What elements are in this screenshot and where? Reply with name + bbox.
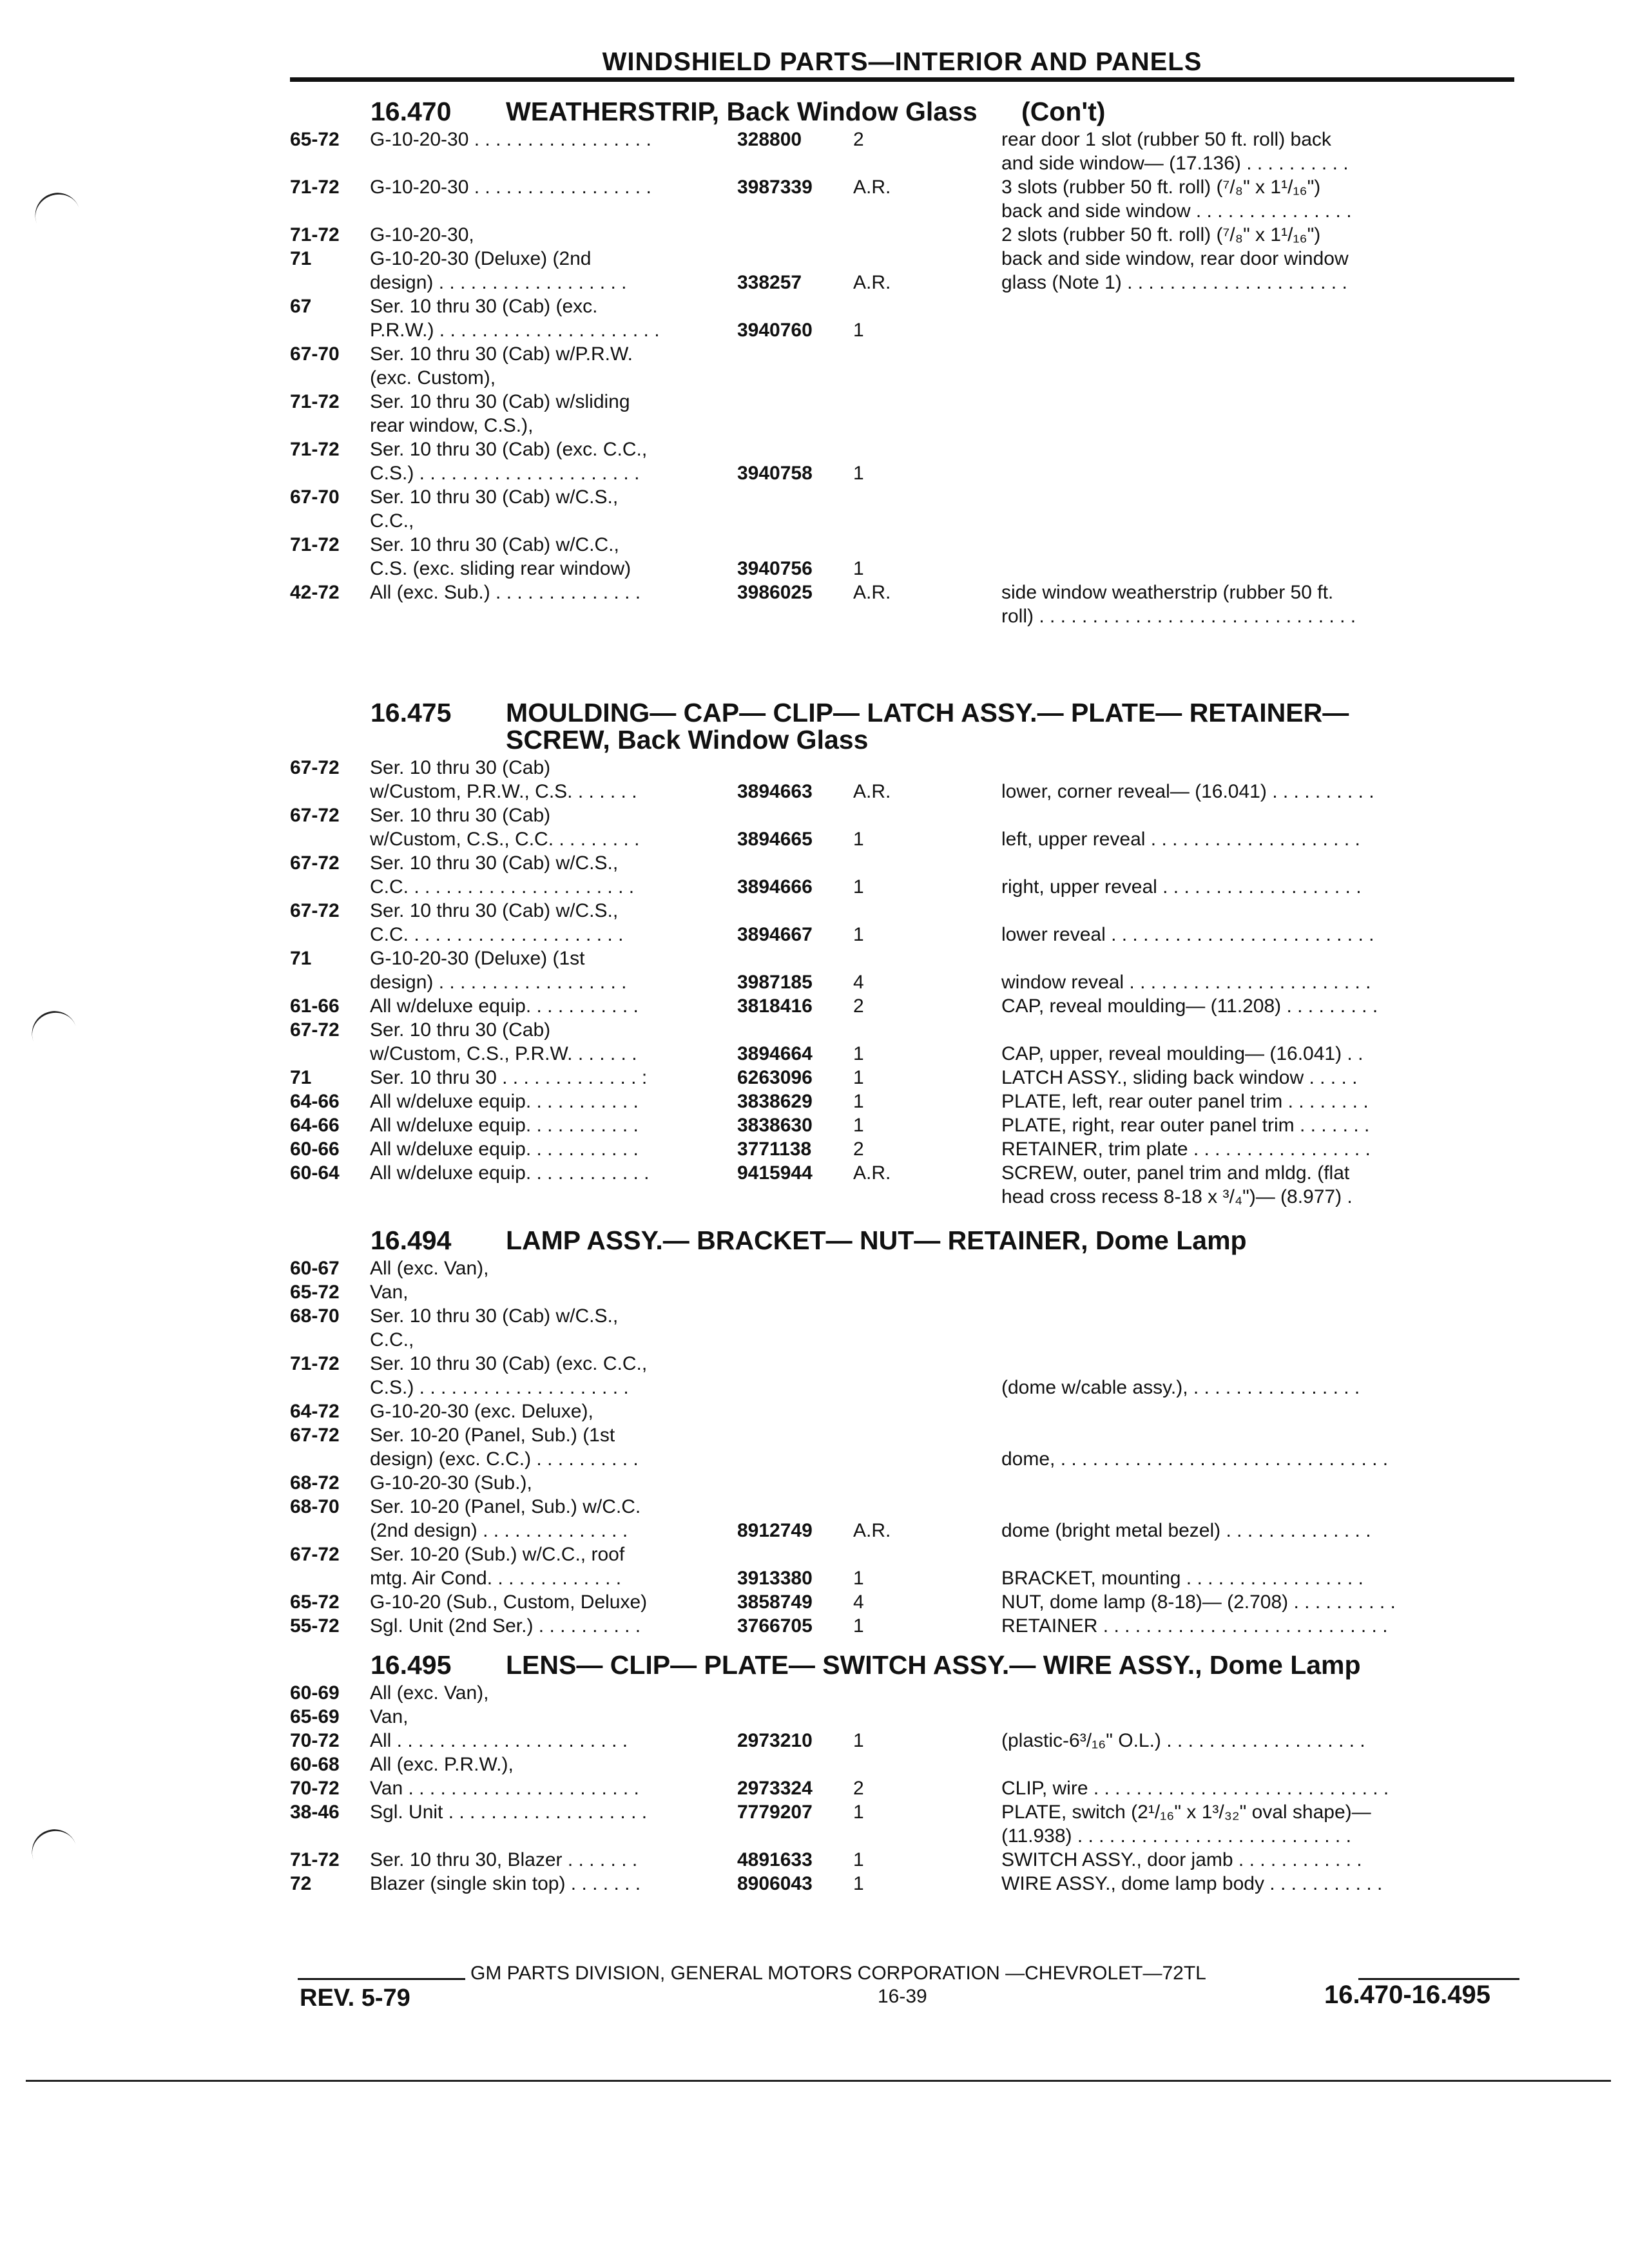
parts-row: [290, 223, 1514, 294]
quantity: A.R.: [853, 1520, 891, 1541]
parts-row: [290, 1399, 1514, 1471]
part-number: 3987339: [737, 177, 813, 198]
quantity: 2: [853, 995, 864, 1017]
footer-section-range: 16.470-16.495: [1324, 1981, 1491, 2009]
model-years: 38-46: [290, 1802, 340, 1823]
model-years: 71: [290, 948, 312, 969]
application: All (exc. P.R.W.), Van . . . . . . . . . . . . . . . . . . . . . .: [370, 1754, 639, 1799]
quantity: 1: [853, 829, 864, 850]
parts-row: [290, 581, 1514, 628]
quantity: 1: [853, 1043, 864, 1064]
model-years: 71-72: [290, 1849, 340, 1870]
section-title: LAMP ASSY.— BRACKET— NUT— RETAINER, Dome Lamp: [506, 1225, 1247, 1255]
application: Ser. 10 thru 30, Blazer . . . . . . .: [370, 1849, 638, 1870]
section-number: 16.470: [371, 97, 452, 126]
footer-division: GM PARTS DIVISION, GENERAL MOTORS CORPORATION —CHEVROLET—72TL: [470, 1963, 1206, 1984]
parts-row: [290, 756, 1514, 803]
description: window reveal . . . . . . . . . . . . . . . . . . . . . . .: [1001, 972, 1371, 993]
parts-row: [290, 128, 1514, 175]
description: dome (bright metal bezel) . . . . . . . . . . . . . .: [1001, 1520, 1371, 1541]
model-years: 67-72: [290, 757, 340, 778]
application: G-10-20-30 (exc. Deluxe), Ser. 10-20 (Panel, Sub.) (1st design) (exc. C.C.) . . . . . . . . . .: [370, 1401, 639, 1470]
application: Sgl. Unit . . . . . . . . . . . . . . . . . . .: [370, 1802, 648, 1823]
model-years: 60-64: [290, 1162, 340, 1184]
part-number: 3894665: [737, 829, 813, 850]
model-years: 67-72: [290, 805, 340, 826]
quantity: 1: [853, 320, 864, 341]
part-number: 3838629: [737, 1091, 813, 1112]
part-number: 8906043: [737, 1873, 813, 1894]
model-years: 65-72: [290, 1591, 340, 1613]
quantity: [853, 1256, 1001, 1376]
model-years: 67-72: [290, 852, 340, 874]
parts-row: [290, 1872, 1514, 1896]
application: G-10-20-30 . . . . . . . . . . . . . . . . .: [370, 177, 651, 198]
application: Ser. 10 thru 30 (Cab) w/C.S., C.C., Ser. 10 thru 30 (Cab) w/C.C., C.S. (exc. sliding rear window): [370, 486, 631, 579]
parts-row: [290, 1113, 1514, 1137]
parts-row: [290, 1471, 1514, 1542]
application: Blazer (single skin top) . . . . . . .: [370, 1873, 641, 1894]
part-number: 9415944: [737, 1162, 813, 1184]
parts-row: [290, 1542, 1514, 1590]
description: (dome w/cable assy.), . . . . . . . . . . . . . . . .: [1001, 1377, 1360, 1398]
application: Ser. 10 thru 30 (Cab) w/C.S., C.C. . . . . . . . . . . . . . . . . . . . .: [370, 900, 624, 945]
description: NUT, dome lamp (8-18)— (2.708) . . . . . . . . . .: [1001, 1591, 1396, 1613]
parts-row: [290, 1161, 1514, 1209]
parts-row: [290, 1681, 1514, 1753]
application: All (exc. Van), Van, All . . . . . . . . . . . . . . . . . . . . . .: [370, 1682, 628, 1751]
parts-row: [290, 803, 1514, 851]
quantity: 2: [853, 1139, 864, 1160]
section-heading: [290, 1227, 1514, 1254]
parts-row: [290, 294, 1514, 342]
model-years: 67-72: [290, 900, 340, 921]
parts-row: [290, 1090, 1514, 1113]
part-number: 3987185: [737, 972, 813, 993]
section-heading: [290, 1651, 1514, 1678]
header-rule: [290, 77, 1514, 82]
description: LATCH ASSY., sliding back window . . . . .: [1001, 1067, 1358, 1088]
model-years: 55-72: [290, 1615, 340, 1637]
application: Ser. 10 thru 30 (Cab) (exc. P.R.W.) . . . . . . . . . . . . . . . . . . . . .: [370, 296, 660, 341]
quantity: 2: [853, 129, 864, 150]
scan-edge-line: [26, 2080, 1611, 2082]
description: SWITCH ASSY., door jamb . . . . . . . . . . . .: [1001, 1849, 1362, 1870]
section-number: 16.494: [371, 1225, 452, 1255]
description: left, upper reveal . . . . . . . . . . . . . . . . . . . .: [1001, 829, 1360, 850]
quantity: A.R.: [853, 582, 891, 603]
footer-rule-left: [298, 1978, 465, 1980]
model-years: 42-72: [290, 582, 340, 603]
quantity: 1: [853, 558, 864, 579]
section-title: MOULDING— CAP— CLIP— LATCH ASSY.— PLATE— RETAINER—: [506, 698, 1349, 727]
description: 2 slots (rubber 50 ft. roll) (⁷/₈" x 1¹/₁₆") back and side window, rear door window glass (Note 1) . . . . . . . . . . . . . . . . . . . . .: [1001, 224, 1349, 293]
part-number: 338257: [737, 272, 802, 293]
description: right, upper reveal . . . . . . . . . . . . . . . . . . .: [1001, 876, 1362, 898]
part-number: [737, 1399, 853, 1447]
part-number: 7779207: [737, 1802, 813, 1823]
model-years: 60-67 65-72 68-70 71-72: [290, 1258, 340, 1374]
description: RETAINER, trim plate . . . . . . . . . . . . . . . . .: [1001, 1139, 1371, 1160]
part-number: 3894663: [737, 781, 813, 802]
section-heading: [290, 98, 1514, 125]
section-16-494: [290, 1227, 1514, 1638]
parts-row: [290, 1066, 1514, 1090]
description: lower, corner reveal— (16.041) . . . . . . . . . .: [1001, 781, 1374, 802]
parts-row: [290, 1256, 1514, 1399]
description: WIRE ASSY., dome lamp body . . . . . . . . . . .: [1001, 1873, 1383, 1894]
model-years: 65-72: [290, 129, 340, 150]
part-number: 3940758: [737, 463, 813, 484]
model-years: 64-72 67-72: [290, 1401, 340, 1446]
description: side window weatherstrip (rubber 50 ft. roll) . . . . . . . . . . . . . . . . . . . . . . . . . . . . . .: [1001, 582, 1356, 627]
part-number: 3771138: [737, 1139, 812, 1160]
part-number: 2973324: [737, 1778, 813, 1799]
model-years: 67-70 71-72: [290, 486, 340, 555]
model-years: 64-66: [290, 1115, 340, 1136]
part-number: 6263096: [737, 1067, 813, 1088]
application: Ser. 10 thru 30 (Cab) w/C.S., C.C. . . . . . . . . . . . . . . . . . . . . .: [370, 852, 635, 898]
binder-hole-mark: [26, 1004, 77, 1046]
quantity: 1: [853, 1849, 864, 1870]
model-years: 71: [290, 1067, 312, 1088]
parts-row: [290, 994, 1514, 1018]
parts-list: [290, 128, 1514, 628]
part-number: 3940756: [737, 558, 813, 579]
quantity: 1: [853, 463, 864, 484]
quantity: 1: [853, 1091, 864, 1112]
quantity: 1: [853, 924, 864, 945]
parts-list: [290, 1681, 1514, 1896]
section-16-470: [290, 98, 1514, 628]
parts-row: [290, 1753, 1514, 1800]
part-number: 3818416: [737, 995, 813, 1017]
parts-row: [290, 1137, 1514, 1161]
description: 3 slots (rubber 50 ft. roll) (⁷/₈" x 1¹/₁₆") back and side window . . . . . . . . . . . . . . .: [1001, 177, 1352, 222]
quantity: 4: [853, 972, 864, 993]
application: Sgl. Unit (2nd Ser.) . . . . . . . . . .: [370, 1615, 641, 1637]
section-number: 16.495: [371, 1650, 452, 1680]
parts-row: [290, 1018, 1514, 1066]
binder-hole-mark: [26, 1823, 77, 1864]
section-16-475: [290, 699, 1514, 1209]
quantity: 2: [853, 1778, 864, 1799]
model-years: 60-69 65-69 70-72: [290, 1682, 340, 1751]
description: RETAINER . . . . . . . . . . . . . . . . . . . . . . . . . . .: [1001, 1615, 1388, 1637]
parts-row: [290, 1800, 1514, 1848]
application: All w/deluxe equip. . . . . . . . . . .: [370, 995, 639, 1017]
section-number: 16.475: [371, 698, 452, 727]
description: PLATE, right, rear outer panel trim . . . . . . .: [1001, 1115, 1370, 1136]
parts-row: [290, 1848, 1514, 1872]
application: Ser. 10 thru 30 . . . . . . . . . . . . . :: [370, 1067, 648, 1088]
description: lower reveal . . . . . . . . . . . . . . . . . . . . . . . . .: [1001, 924, 1374, 945]
part-number: 2973210: [737, 1730, 813, 1751]
quantity: A.R.: [853, 177, 891, 198]
parts-list: [290, 1256, 1514, 1638]
model-years: 67: [290, 296, 312, 317]
parts-row: [290, 899, 1514, 947]
quantity: A.R.: [853, 1162, 891, 1184]
model-years: 60-68 70-72: [290, 1754, 340, 1799]
model-years: 64-66: [290, 1091, 340, 1112]
description: PLATE, left, rear outer panel trim . . . . . . . .: [1001, 1091, 1369, 1112]
application: All (exc. Sub.) . . . . . . . . . . . . . .: [370, 582, 641, 603]
application: G-10-20-30, G-10-20-30 (Deluxe) (2nd design) . . . . . . . . . . . . . . . . . .: [370, 224, 627, 293]
application: All (exc. Van), Van, Ser. 10 thru 30 (Cab) w/C.S., C.C., Ser. 10 thru 30 (Cab) (exc. C.C., C.S.) . . . . . . . . . . . . . . . . . . . .: [370, 1258, 648, 1398]
quantity: A.R.: [853, 781, 891, 802]
description: (plastic-6³/₁₆" O.L.) . . . . . . . . . . . . . . . . . . .: [1001, 1730, 1365, 1751]
part-number: 3894667: [737, 924, 813, 945]
binder-hole-mark: [29, 186, 81, 227]
page-header-title: WINDSHIELD PARTS—INTERIOR AND PANELS: [602, 48, 1202, 76]
quantity: 1: [853, 1615, 864, 1637]
application: G-10-20-30 . . . . . . . . . . . . . . . . .: [370, 129, 651, 150]
model-years: 72: [290, 1873, 312, 1894]
model-years: 67-72: [290, 1544, 340, 1565]
section-heading: [290, 699, 1514, 753]
description: CAP, reveal moulding— (11.208) . . . . . . . . .: [1001, 995, 1378, 1017]
parts-row: [290, 1590, 1514, 1614]
application: Ser. 10 thru 30 (Cab) w/Custom, C.S., C.C. . . . . . . . .: [370, 805, 640, 850]
section-16-495: [290, 1651, 1514, 1896]
application: All w/deluxe equip. . . . . . . . . . .: [370, 1091, 639, 1112]
application: G-10-20-30 (Deluxe) (1st design) . . . . . . . . . . . . . . . . . .: [370, 948, 627, 993]
description: SCREW, outer, panel trim and mldg. (flat head cross recess 8-18 x ³/₄")— (8.977) .: [1001, 1162, 1353, 1207]
quantity: 1: [853, 1115, 864, 1136]
part-number: 3894666: [737, 876, 813, 898]
footer-revision: REV. 5-79: [300, 1984, 410, 2012]
part-number: 8912749: [737, 1520, 813, 1541]
quantity: 1: [853, 1873, 864, 1894]
description: CLIP, wire . . . . . . . . . . . . . . . . . . . . . . . . . . . .: [1001, 1778, 1389, 1799]
quantity: 1: [853, 1568, 864, 1589]
model-years: 68-72 68-70: [290, 1472, 340, 1517]
model-years: 71-72: [290, 177, 340, 198]
parts-row: [290, 947, 1514, 994]
application: G-10-20 (Sub., Custom, Deluxe): [370, 1591, 648, 1613]
quantity: 1: [853, 876, 864, 898]
description: PLATE, switch (2¹/₁₆" x 1³/₃₂" oval shape)— (11.938) . . . . . . . . . . . . . . . . . . . . . . . . . .: [1001, 1802, 1371, 1847]
quantity: 4: [853, 1591, 864, 1613]
quantity: 1: [853, 1730, 864, 1751]
footer-rule-right: [1358, 1978, 1519, 1980]
parts-row: [290, 485, 1514, 581]
application: All w/deluxe equip. . . . . . . . . . .: [370, 1115, 639, 1136]
application: All w/deluxe equip. . . . . . . . . . .: [370, 1139, 639, 1160]
parts-row: [290, 1614, 1514, 1638]
parts-row: [290, 175, 1514, 223]
part-number: [737, 1256, 853, 1376]
section-subtitle: SCREW, Back Window Glass: [506, 725, 869, 754]
part-number: 3894664: [737, 1043, 813, 1064]
quantity: A.R.: [853, 272, 891, 293]
quantity: [853, 1399, 1001, 1447]
part-number: 3913380: [737, 1568, 813, 1589]
application: Ser. 10-20 (Sub.) w/C.C., roof mtg. Air Cond. . . . . . . . . . . . .: [370, 1544, 625, 1589]
application: Ser. 10 thru 30 (Cab) w/Custom, C.S., P.R.W. . . . . . .: [370, 1019, 637, 1064]
description: CAP, upper, reveal moulding— (16.041) . .: [1001, 1043, 1364, 1064]
model-years: 67-72: [290, 1019, 340, 1041]
description: dome, . . . . . . . . . . . . . . . . . . . . . . . . . . . . . . .: [1001, 1448, 1389, 1470]
part-number: 3838630: [737, 1115, 813, 1136]
footer-page-number: 16-39: [878, 1986, 927, 2007]
part-number: 3858749: [737, 1591, 813, 1613]
model-years: 71-72 71: [290, 224, 340, 269]
model-years: 60-66: [290, 1139, 340, 1160]
application: Ser. 10 thru 30 (Cab) w/Custom, P.R.W., C.S. . . . . . .: [370, 757, 637, 802]
part-number: 3766705: [737, 1615, 813, 1637]
part-number: 3940760: [737, 320, 813, 341]
application: Ser. 10 thru 30 (Cab) w/P.R.W. (exc. Custom), Ser. 10 thru 30 (Cab) w/sliding rear window, C.S.), Ser. 10 thru 30 (Cab) (exc. C.C., C.S.) . . . . . . . . . . . . . . . . . . . . .: [370, 343, 648, 484]
parts-list: [290, 756, 1514, 1209]
quantity: 1: [853, 1802, 864, 1823]
application: G-10-20-30 (Sub.), Ser. 10-20 (Panel, Sub.) w/C.C. (2nd design) . . . . . . . . . . . . . .: [370, 1472, 641, 1541]
model-years: 61-66: [290, 995, 340, 1017]
parts-row: [290, 342, 1514, 485]
description: BRACKET, mounting . . . . . . . . . . . . . . . . .: [1001, 1568, 1364, 1589]
model-years: 67-70 71-72 71-72: [290, 343, 340, 460]
part-number: 3986025: [737, 582, 813, 603]
part-number: 328800: [737, 129, 802, 150]
quantity: 1: [853, 1067, 864, 1088]
application: All w/deluxe equip. . . . . . . . . . . .: [370, 1162, 650, 1184]
parts-row: [290, 851, 1514, 899]
description: rear door 1 slot (rubber 50 ft. roll) back and side window— (17.136) . . . . . . . . . .: [1001, 129, 1349, 174]
part-number: 4891633: [737, 1849, 813, 1870]
section-title: LENS— CLIP— PLATE— SWITCH ASSY.— WIRE ASSY., Dome Lamp: [506, 1650, 1361, 1680]
section-title: WEATHERSTRIP, Back Window Glass (Con't): [506, 97, 1106, 126]
